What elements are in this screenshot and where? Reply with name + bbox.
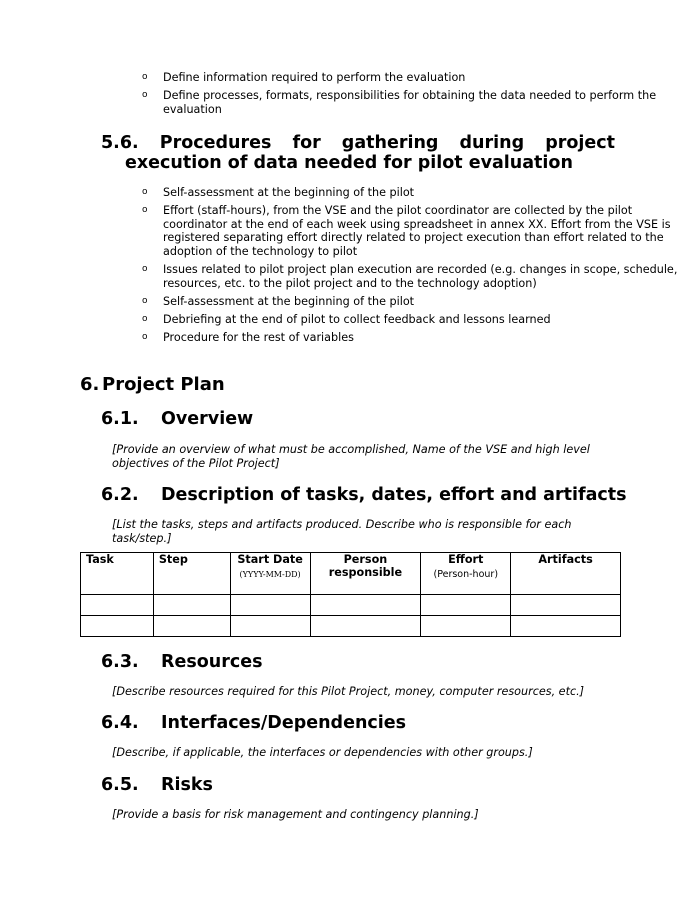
chapter-title: Project Plan: [102, 374, 225, 395]
section-title-line2: execution of data needed for pilot evaluation: [125, 153, 573, 173]
section-title: Risks: [161, 775, 213, 795]
list-item-text: Procedure for the rest of variables: [163, 331, 354, 345]
section-number: 6.2.: [101, 485, 139, 505]
list-item: [142, 204, 695, 258]
column-header-task: Task: [81, 553, 154, 595]
effort-hint: (Person-hour): [433, 569, 499, 580]
section-6-1-text: [Provide an overview of what must be accomplished, Name of the VSE and high level objectives of the Pilot Project]: [112, 443, 590, 470]
section-6-1-heading: [101, 409, 253, 429]
section-5-6-heading-line2: [125, 153, 615, 173]
bullet-glyph: o: [142, 264, 148, 275]
table-cell[interactable]: [230, 595, 310, 616]
table-cell[interactable]: [310, 616, 421, 637]
table-cell[interactable]: [230, 616, 310, 637]
section-title: Interfaces/Dependencies: [161, 713, 407, 733]
tasks-table: [80, 552, 621, 637]
table-cell[interactable]: [153, 595, 230, 616]
section-number: 6.1.: [101, 409, 139, 429]
list-item: [142, 331, 695, 345]
section-6-3-text: [Describe resources required for this Pilot Project, money, computer resources, etc.]: [112, 685, 585, 698]
section-number: 6.5.: [101, 775, 139, 795]
column-header-person-responsible: Person responsible: [310, 553, 421, 595]
bullet-glyph: o: [142, 295, 148, 306]
section-number: 6.4.: [101, 713, 139, 733]
section-title: Resources: [161, 652, 263, 672]
section-title: Overview: [161, 409, 254, 429]
bullet-glyph: o: [142, 205, 148, 216]
start-date-hint: (YYYY-MM-DD): [239, 570, 301, 579]
bullet-glyph: o: [142, 72, 148, 82]
table-cell[interactable]: [511, 595, 621, 616]
list-item: [142, 186, 695, 200]
section-title-line1: Procedures for gathering during project: [159, 133, 616, 153]
column-header-artifacts: Artifacts: [511, 553, 621, 595]
table-cell[interactable]: [81, 595, 154, 616]
table-row: [81, 595, 621, 616]
table-row: [81, 616, 621, 637]
chapter-number: 6.: [80, 374, 100, 395]
list-item: [142, 71, 695, 85]
section-6-5-text: [Provide a basis for risk management and contingency planning.]: [112, 808, 479, 821]
list-item-text: Define processes, formats, responsibilities for obtaining the data needed to perform the evaluation: [163, 89, 657, 116]
table-cell[interactable]: [153, 616, 230, 637]
bullet-glyph: o: [142, 314, 148, 325]
section-6-5-heading: [101, 775, 213, 795]
list-item-text: Effort (staff-hours), from the VSE and the pilot coordinator are collected by the pilot coordinator at the end of each week using spreadsheet in annex XX. Effort from the VSE is registered separating effort directly related to project execution than effort related to the adoption of the technology to pilot: [163, 204, 671, 258]
bullet-glyph: o: [142, 187, 148, 197]
list-item-text: Debriefing at the end of pilot to collect feedback and lessons learned: [163, 313, 551, 327]
column-header-step: Step: [153, 553, 230, 595]
list-item-text: Self-assessment at the beginning of the pilot: [163, 186, 415, 199]
list-item-text: Issues related to pilot project plan execution are recorded (e.g. changes in scope, schedule, resources, etc. to the pilot project and to the technology adoption): [163, 263, 678, 290]
list-item-text: Self-assessment at the beginning of the pilot: [163, 294, 415, 308]
section-number: 6.3.: [101, 652, 139, 672]
bullet-list-top: [142, 71, 695, 121]
list-item: [142, 89, 695, 116]
bullet-list-5-6: [142, 186, 695, 350]
list-item: [142, 313, 695, 327]
section-title: Description of tasks, dates, effort and artifacts: [161, 485, 627, 505]
section-6-2-heading: [101, 485, 627, 505]
table-cell[interactable]: [421, 616, 511, 637]
section-number: 5.6.: [101, 133, 139, 153]
table-header-row: [81, 553, 621, 595]
section-6-4-text: [Describe, if applicable, the interfaces or dependencies with other groups.]: [112, 746, 533, 759]
bullet-glyph: o: [142, 90, 148, 101]
list-item: [142, 295, 695, 309]
table-cell[interactable]: [81, 616, 154, 637]
section-6-4-heading: [101, 713, 406, 733]
list-item: [142, 263, 695, 290]
list-item-text: Define information required to perform the evaluation: [163, 71, 466, 84]
chapter-6-heading: [80, 374, 225, 396]
column-header-effort: Effort (Person-hour): [421, 553, 511, 595]
column-header-start-date: Start Date (YYYY-MM-DD): [230, 553, 310, 595]
section-6-2-text: [List the tasks, steps and artifacts produced. Describe who is responsible for each task/step.]: [112, 518, 572, 545]
bullet-glyph: o: [142, 332, 148, 343]
section-5-6-heading: [101, 133, 615, 153]
table-cell[interactable]: [421, 595, 511, 616]
section-6-3-heading: [101, 652, 263, 672]
table-cell[interactable]: [511, 616, 621, 637]
table-cell[interactable]: [310, 595, 421, 616]
